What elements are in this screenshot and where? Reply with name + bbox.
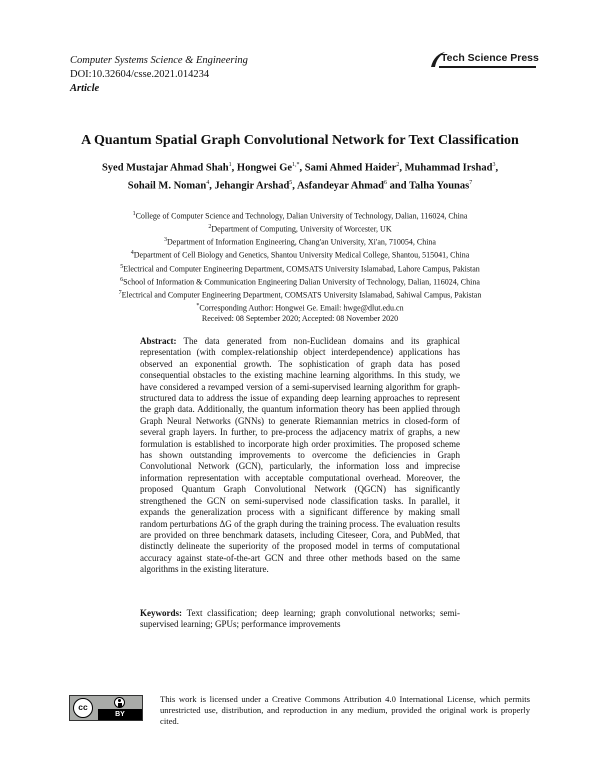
affiliation-text: Electrical and Computer Engineering Department, COMSATS University Islamabad, Lahore Campus, Pakistan (123, 264, 480, 274)
affiliation-item (70, 262, 530, 275)
affiliation-text: Department of Cell Biology and Genetics, Shantou University Medical College, Shantou, 515041, China (133, 251, 470, 261)
by-band (98, 709, 142, 720)
author-name: Syed Mustajar Ahmad Shah (101, 162, 229, 174)
author-name: Hongwei Ge (236, 162, 293, 174)
author-name: Jehangir Arshad (214, 180, 290, 191)
cc-by-badge[interactable] (69, 695, 143, 721)
affiliation-item (70, 235, 530, 248)
affiliation-text: College of Computer Science and Technology, Dalian University of Technology, Dalian, 116024, China (135, 211, 468, 221)
author-name: Sohail M. Noman (127, 180, 207, 191)
cc-icon: cc (73, 698, 93, 718)
abstract-label: Abstract: (140, 336, 177, 346)
author-affiliation-sup: 6 (384, 179, 387, 186)
affiliation-number: 7 (118, 289, 122, 296)
affiliation-number: 5 (120, 263, 124, 270)
article-type: Article (70, 83, 100, 94)
paper-title: A Quantum Spatial Graph Convolutional Network for Text Classification (81, 133, 519, 148)
affiliation-text: Department of Computing, University of Worcester, UK (211, 224, 392, 234)
keywords-label: Keywords: (140, 608, 182, 618)
author-affiliation-sup: 4 (206, 179, 210, 186)
doi: DOI:10.32604/csse.2021.014234 (70, 69, 210, 80)
affiliation-number: 6 (120, 276, 124, 283)
affiliation-item (70, 222, 530, 235)
affiliation-number: 4 (130, 250, 134, 257)
keywords-text: Text classification; deep learning; graph convolutional networks; semi-supervised learning; GPUs; performance improvements (140, 608, 460, 630)
keywords (140, 608, 460, 631)
affiliation-number: 2 (208, 224, 212, 231)
abstract-text: The data generated from non-Euclidean domains and its graphical representation (with complex-relationship object interdependence) applications has observed an exponential growth. The sophistication of graph data has posed consequential obstacles to the existing machine learning algorithms. In this study, we have considered a revamped version of a semi-supervised learning algorithm for graph-structured data to address the issue of expanding deep learning approaches to represent the graph data. Additionally, the quantum information theory has been applied through Graph Neural Networks (GNNs) to generate Riemannian metrics in closed-form of several graph layers. In further, to pre-process the adjacency matrix of graphs, a new formulation is established to incorporate high order proximities. The proposed scheme has shown outstanding improvements to overcome the deficiencies in Graph Convolutional Network (GCN), particularly, the information loss and imprecise information representation with acceptable computational overhead. Moreover, the proposed Quantum Graph Convolutional Network (QGCN) has significantly strengthened the GCN on semi-supervised node classification tasks. In parallel, it expands the generalization process with a significant difference by making small random perturbations ΔG of the graph during the training process. The evaluation results are provided on three benchmark datasets, including Citeseer, Cora, and PubMed, that distinctly delineate the superiority of the proposed model in terms of computational accuracy against state-of-the-art GCN and three other methods based on the same algorithms in the existing literature. (140, 336, 460, 575)
author-affiliation-sup: 7 (469, 179, 473, 186)
affiliation-number: 3 (164, 237, 168, 244)
publisher-logo (428, 50, 539, 70)
received-dates: Received: 08 September 2020; Accepted: 08 November 2020 (201, 314, 399, 324)
affiliation-item (70, 275, 530, 288)
affiliation-item (70, 209, 530, 222)
author-separator: , (231, 162, 235, 174)
author-name: Asfandeyar Ahmad (296, 180, 384, 191)
author-separator: , (495, 162, 499, 174)
author-separator: , (292, 180, 295, 191)
author-name: Talha Younas (409, 180, 470, 191)
author-affiliation-sup: 1 (228, 162, 232, 168)
affiliation-text: School of Information & Communication Engineering Dalian University of Technology, Dalian, 116024, China (123, 277, 480, 287)
publisher-name: Tech Science Press (441, 52, 539, 64)
affiliation-number: 1 (132, 211, 136, 217)
author-and: and (389, 180, 407, 191)
author-affiliation-sup: 3 (492, 162, 496, 168)
affiliation-list (70, 209, 530, 325)
by-label: BY (115, 711, 125, 718)
publisher-rule (439, 66, 536, 68)
abstract (140, 336, 460, 576)
author-separator: , (399, 162, 402, 174)
journal-name: Computer Systems Science & Engineering (70, 55, 248, 66)
author-affiliation-sup: 5 (289, 179, 293, 186)
affiliation-text: Electrical and Computer Engineering Department, COMSATS University Islamabad, Sahiwal Campus, Pakistan (121, 290, 482, 300)
affiliation-text: Department of Information Engineering, Chang'an University, Xi'an, 710054, China (167, 237, 436, 247)
attribution-person-icon (114, 697, 125, 708)
license-text: This work is licensed under a Creative Commons Attribution 4.0 International License, which permits unrestricted use, distribution, and reproduction in any medium, provided the original work is properly cited. (160, 694, 530, 726)
author-separator: , (209, 180, 212, 191)
affiliation-item (70, 288, 530, 301)
author-name: Muhammad Irshad (404, 162, 493, 174)
corresponding-author: *Corresponding Author: Hongwei Ge. Email: hwge@dlut.edu.cn (196, 303, 404, 313)
author-affiliation-sup: 2 (396, 162, 400, 168)
author-name: Sami Ahmed Haider (304, 162, 397, 174)
author-list (70, 158, 530, 193)
affiliation-item (70, 248, 530, 261)
author-separator: , (299, 162, 303, 174)
author-affiliation-sup: 1,* (292, 162, 300, 168)
